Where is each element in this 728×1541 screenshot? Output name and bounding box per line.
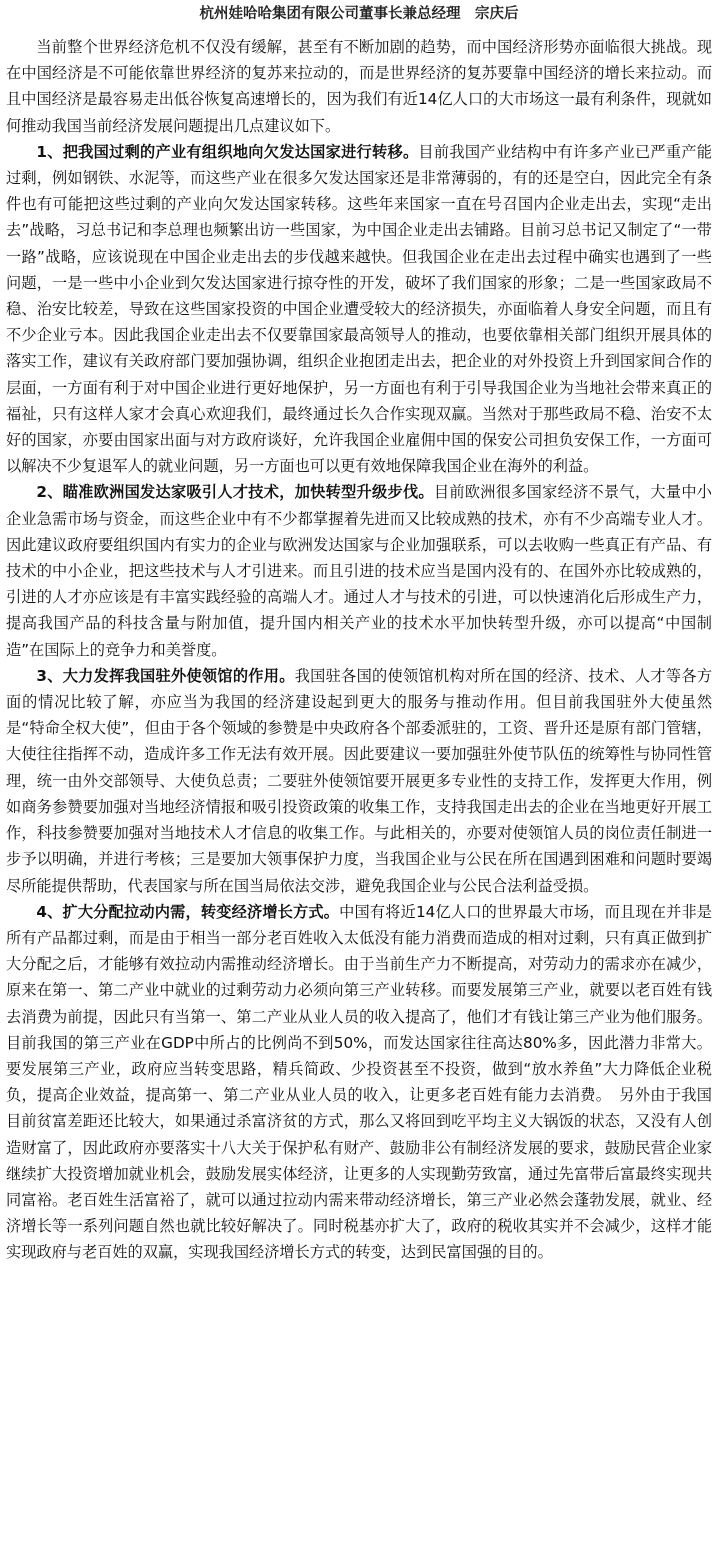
section-4-heading: 4、扩大分配拉动内需，转变经济增长方式。 [36,902,340,921]
intro-paragraph: 当前整个世界经济危机不仅没有缓解，甚至有不断加剧的趋势，而中国经济形势亦面临很大挑战。现在中国经济是不可能依靠世界经济的复苏来拉动的，而是世界经济的复苏要靠中国经济的增长来拉动。而且中国经济是最容易走出低谷恢复高速增长的，因为我们有近14亿人口的大市场这一最有利条件，现就如何推动我国当前经济发展问题提出几点建议如下。 [6,38,712,135]
section-2-body: 目前欧洲很多国家经济不景气，大量中小企业急需市场与资金，而这些企业中有不少都掌握着先进而又比较成熟的技术，亦有不少高端专业人才。因此建议政府要组织国内有实力的企业与欧洲发达国家与企业加强联系，可以去收购一些真正有产品、有技术的中小企业，把这些技术与人才引进来。而且引进的技术应当是国内没有的、在国外亦比较成熟的，引进的人才亦应该是有丰富实践经验的高端人才。通过人才与技术的引进，可以快速消化后形成生产力，提高我国产品的科技含量与附加值，提升国内相关产业的技术水平加快转型升级，亦可以提高“中国制造”在国际上的竞争力和美誉度。 [6,483,712,659]
section-1-heading: 1、把我国过剩的产业有组织地向欠发达国家进行转移。 [36,142,419,161]
section-4-body: 中国有将近14亿人口的世界最大市场，而且现在并非是所有产品都过剩，而是由于相当一部分老百姓收入太低没有能力消费而造成的相对过剩，只有真正做到扩大分配之后，才能够有效拉动内需推动经济增长。由于当前生产力不断提高，对劳动力的需求亦在减少，原来在第一、第二产业中就业的过剩劳动力必须向第三产业转移。而要发展第三产业，就要以老百姓有钱去消费为前提，因此只有当第一、第二产业从业人员的收入提高了，他们才有钱让第三产业为他们服务。目前我国的第三产业在GDP中所占的比例尚不到50%，而发达国家往往高达80%多，因此潜力非常大。要发展第三产业，政府应当转变思路，精兵简政、少投资甚至不投资，做到“放水养鱼”大力降低企业税负，提高企业效益，提高第一、第二产业从业人员的收入，让更多老百姓有能力去消费。 另外由于我国目前贫富差距还比较大，如果通过杀富济贫的方式，那么又将回到吃平均主义大锅饭的状态，又没有人创造财富了，因此政府亦要落实十八大关于保护私有财产、鼓励非公有制经济发展的要求，鼓励民营企业家继续扩大投资增加就业机会，鼓励发展实体经济，让更多的人实现勤劳致富，通过先富带后富最终实现共同富裕。老百姓生活富裕了，就可以通过拉动内需来带动经济增长，第三产业必然会蓬勃发展，就业、经济增长等一系列问题自然也就比较好解决了。同时税基亦扩大了，政府的税收其实并不会减少，这样才能实现政府与老百姓的双赢，实现我国经济增长方式的转变，达到民富国强的目的。 [6,902,712,1262]
document-title: 杭州娃哈哈集团有限公司董事长兼总经理 宗庆后 [199,6,519,22]
section-2-paragraph [6,479,712,662]
section-1-body: 目前我国产业结构中有许多产业已严重产能过剩，例如钢铁、水泥等，而这些产业在很多欠发达国家还是非常薄弱的，有的还是空白，因此完全有条件也有可能把这些过剩的产业向欠发达国家转移。这些年来国家一直在号召国内企业走出去，实现“走出去”战略，习总书记和李总理也频繁出访一些国家，为中国企业走出去铺路。目前习总书记又制定了“一带一路”战略，应该说现在中国企业走出去的步伐越来越快。但我国企业在走出去过程中确实也遇到了一些问题，一是一些中小企业到欠发达国家进行掠夺性的开发，破坏了我们国家的形象；二是一些国家政局不稳、治安比较差，导致在这些国家投资的中国企业遭受较大的经济损失，亦面临着人身安全问题，而且有不少企业亏本。因此我国企业走出去不仅要靠国家最高领导人的推动，也要依靠相关部门组织开展具体的落实工作，建议有关政府部门要加强协调，组织企业抱团走出去，把企业的对外投资上升到国家间合作的层面，一方面有利于对中国企业进行更好地保护，另一方面也有利于引导我国企业为当地社会带来真正的福祉，只有这样人家才会真心欢迎我们，最终通过长久合作实现双赢。当然对于那些政局不稳、治安不太好的国家，亦要由国家出面与对方政府谈好，允许我国企业雇佣中国的保安公司担负安保工作，一方面可以解决不少复退军人的就业问题，另一方面也可以更有效地保障我国企业在海外的利益。 [6,142,712,476]
document-body [6,0,712,1266]
section-4-paragraph [6,899,712,1266]
section-3-paragraph [6,663,712,899]
section-3-heading: 3、大力发挥我国驻外使领馆的作用。 [36,666,295,685]
section-2-heading: 2、瞄准欧洲国发达家吸引人才技术，加快转型升级步伐。 [36,483,434,502]
section-3-body: 我国驻各国的使领馆机构对所在国的经济、技术、人才等各方面的情况比较了解，亦应当为我国的经济建设起到更大的服务与推动作用。但目前我国驻外大使虽然是“特命全权大使”，但由于各个领域的参赞是中央政府各个部委派驻的，工资、晋升还是原有部门管辖，大使往往指挥不动，造成许多工作无法有效开展。因此要建议一要加强驻外使节队伍的统筹性与协同性管理，统一由外交部领导、大使负总责；二要驻外使领馆要开展更多专业性的支持工作，发挥更大作用，例如商务参赞要加强对当地经济情报和吸引投资政策的收集工作，支持我国走出去的企业在当地更好开展工作，科技参赞要加强对当地技术人才信息的收集工作。与此相关的，亦要对使领馆人员的岗位责任制进一步予以明确，并进行考核；三是要加大领事保护力度，当我国企业与公民在所在国遇到困难和问题时要竭尽所能提供帮助，代表国家与所在国当局依法交涉，避免我国企业与公民合法利益受损。 [6,666,713,895]
section-1-paragraph [6,139,712,480]
